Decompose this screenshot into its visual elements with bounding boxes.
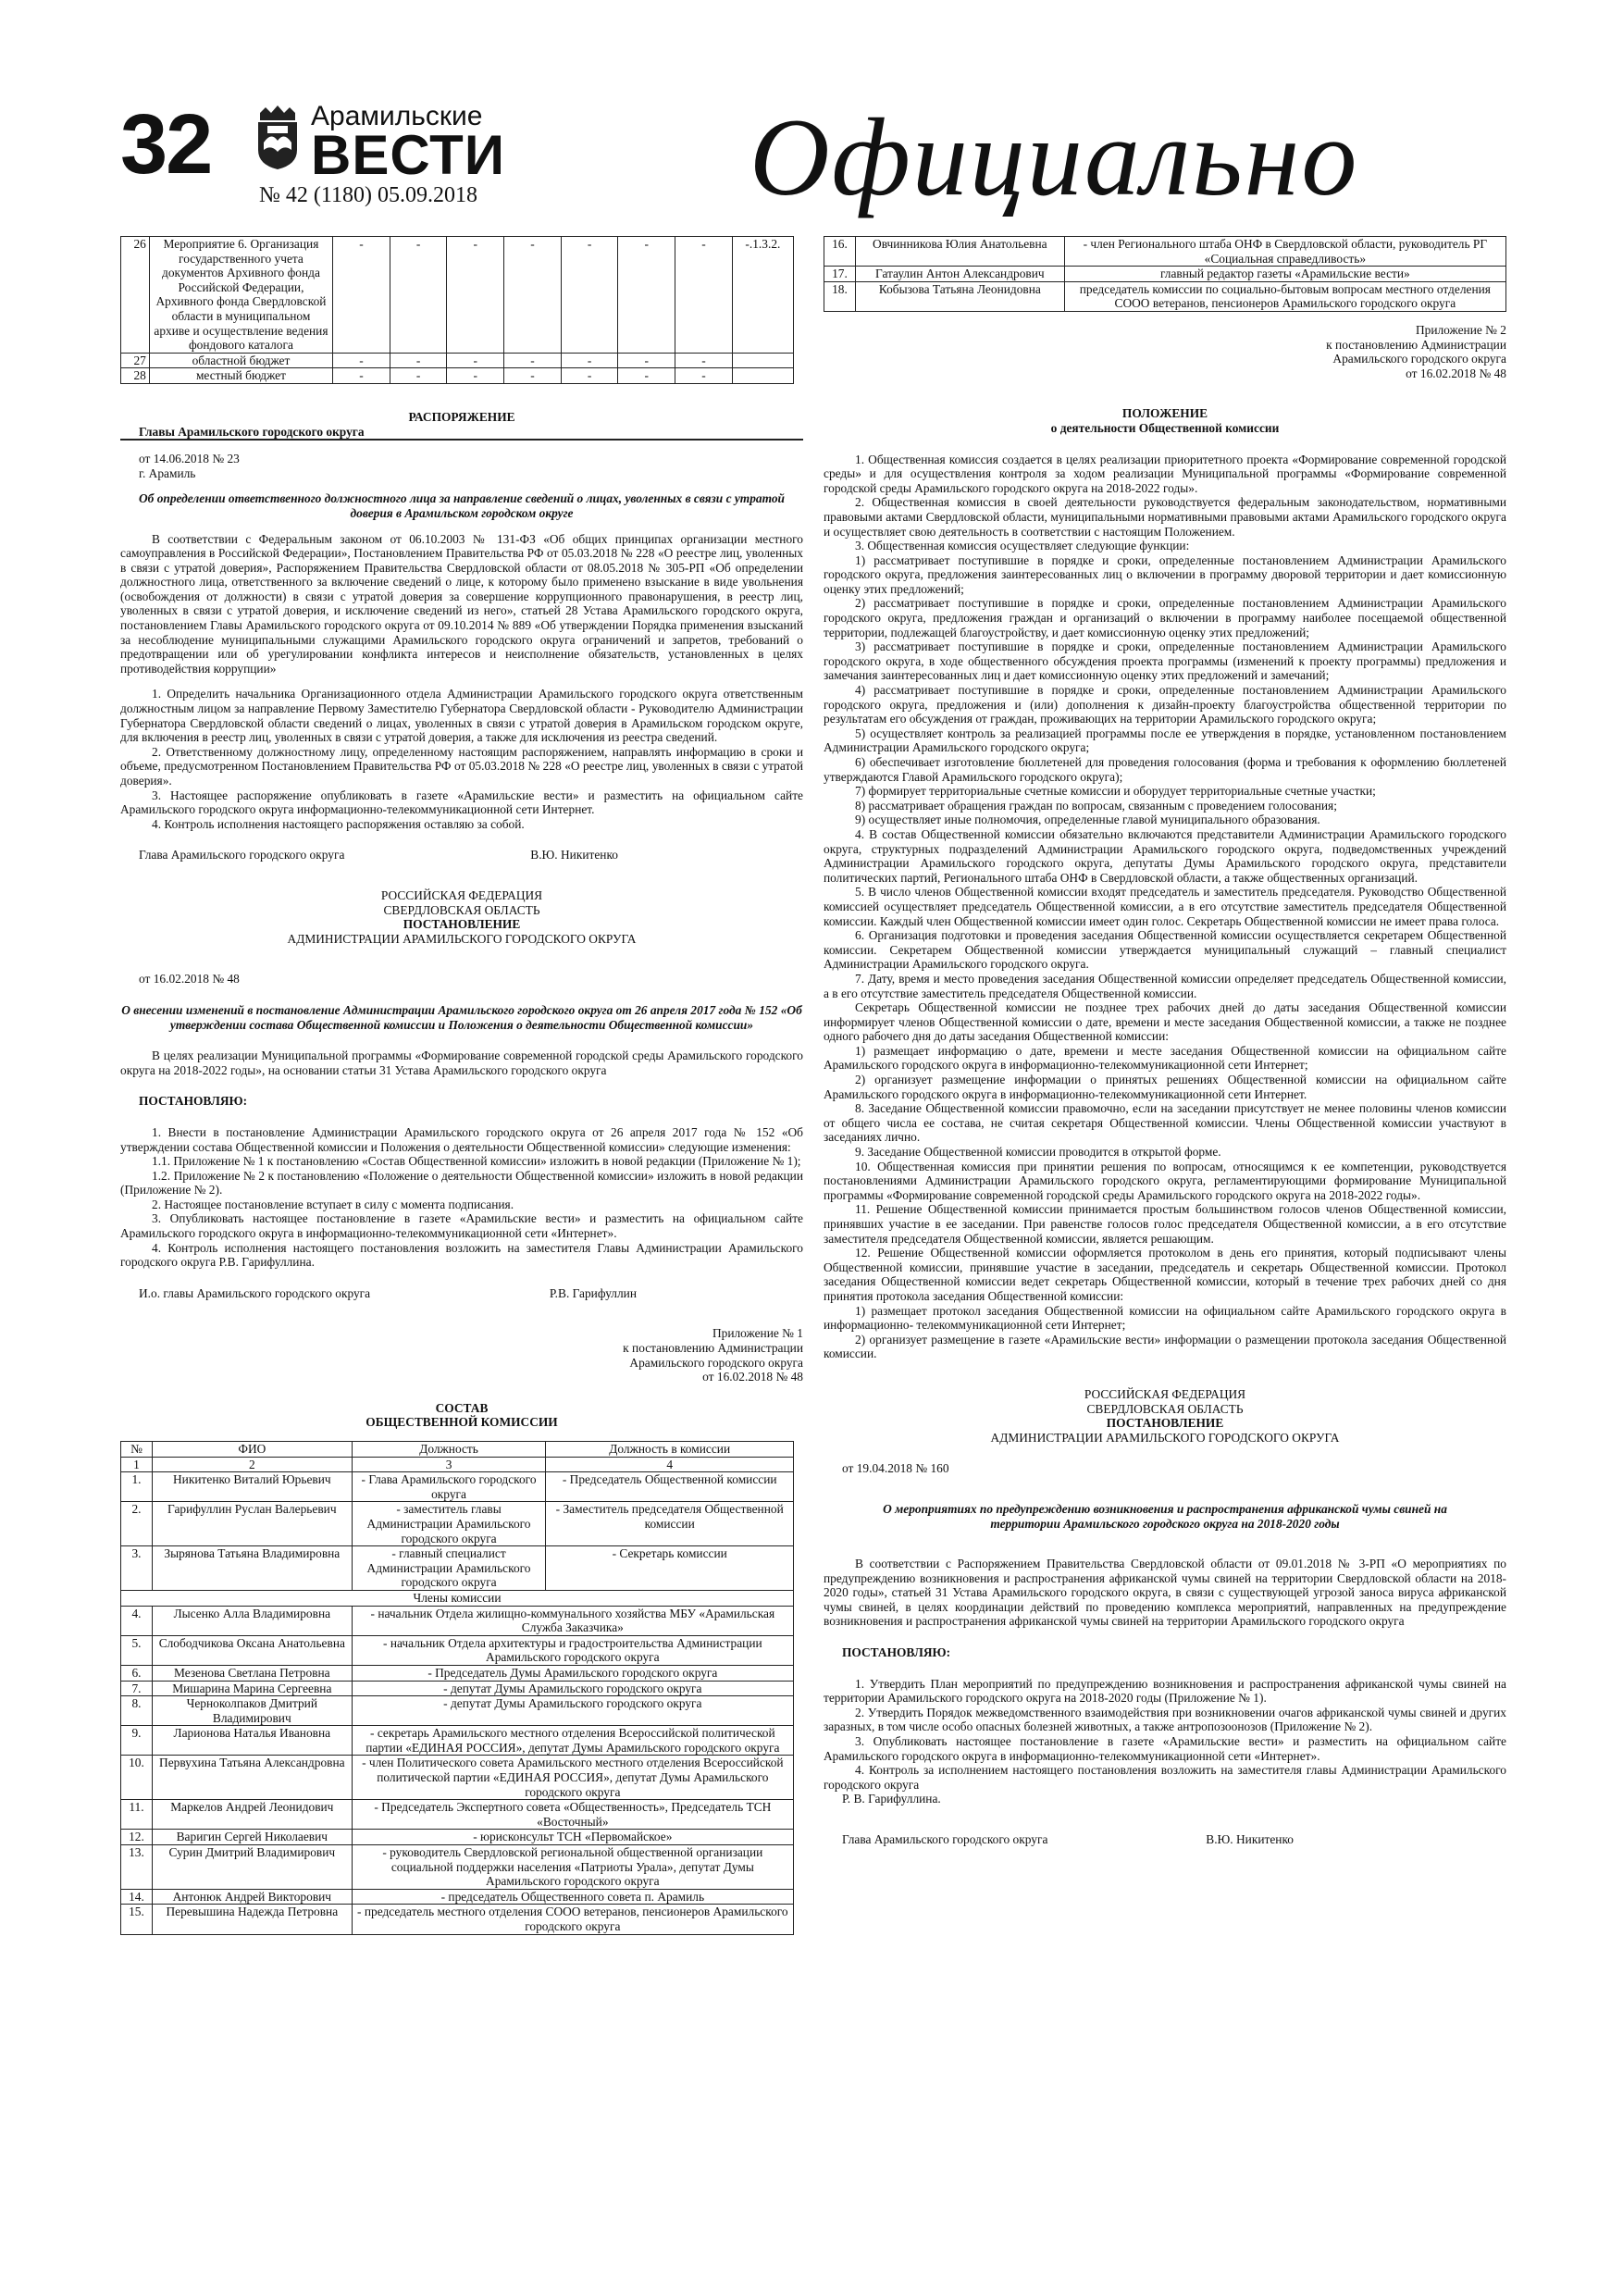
regulation-paragraph: 12. Решение Общественной комиссии оформляется протоколом в день его принятия, который подписывают члены Общественной комиссии, принявшие участие в заседании, председатель и секретарь Общественной комиссии. Протокол заседания Общественной комиссии ведет секретарь Общественной комиссии, который в течение трех рабочих дней со дня принятия протокола заседания Общественной комиссии: [824, 1246, 1506, 1303]
order-heading: Об определении ответственного должностного лица за направление сведений о лицах, уволенных в связи с утратой доверия в Арамильском городском округе [139, 491, 785, 520]
decree1-heading: О внесении изменений в постановление Администрации Арамильского городского округа от 26 апреля 2017 года № 152 «Об утверждении состава Общественной комиссии и Положения о деятельности Общественной комиссии» [121, 1002, 802, 1032]
table-row: 1. Никитенко Виталий Юрьевич - Глава Арамильского городского округа - Председатель Общественной комиссии [121, 1472, 794, 1502]
order-item: 3. Настоящее распоряжение опубликовать в газете «Арамильские вести» и разместить на официальном сайте Арамильского городского округа информационно-телекоммуникационной сети Интернет. [120, 788, 803, 817]
order-date: от 14.06.2018 № 23 [139, 452, 240, 466]
decree2-heading: О мероприятиях по предупреждению возникновения и распространения африканской чумы свиней на территории Арамильского городского округа на 2018-2020 годы [883, 1501, 1447, 1531]
decree1-type: ПОСТАНОВЛЕНИЕ [403, 917, 521, 932]
decree2-type: ПОСТАНОВЛЕНИЕ [1106, 1416, 1224, 1431]
brand-top: Арамильские [311, 101, 483, 131]
decree1-region: СВЕРДЛОВСКАЯ ОБЛАСТЬ [383, 902, 540, 917]
regulation-paragraph: 2) рассматривает поступившие в порядке и сроки, определенные постановлением Администрации Арамильского городского округа, предложения граждан и организаций о включении в программу наиболее посещаемой общественной территории, подлежащей благоустройству, и дает комиссионную оценку этих предложений; [824, 596, 1506, 639]
decree1-resolve: ПОСТАНОВЛЯЮ: [139, 1094, 248, 1109]
regulation-paragraph: 6) обеспечивает изготовление бюллетеней для проведения голосования (форма и требования к оформлению бюллетеней утверждаются Главой Арамильского городского округа); [824, 755, 1506, 784]
decree2-item: 1. Утвердить План мероприятий по предупреждению возникновения и распространения африканской чумы свиней на территории Арамильского городского округа на 2018-2020 годы (Приложение № 1). [824, 1676, 1506, 1706]
order-signature: Глава Арамильского городского округа В.Ю. Никитенко [139, 848, 618, 863]
decree2-item: Р. В. Гарифуллина. [842, 1792, 941, 1806]
table-row: 15. Перевышина Надежда Петровна - председатель местного отделения СООО ветеранов, пенсионеров Арамильского городского округа [121, 1905, 794, 1934]
regulation-paragraph: 2) организует размещение в газете «Арамильские вести» информации о размещении протокола заседания Общественной комиссии. [824, 1332, 1506, 1361]
table-row: 16. Овчинникова Юлия Анатольевна - член Регионального штаба ОНФ в Свердловской области, руководитель РГ «Социальная справедливость» [824, 237, 1506, 267]
regulation-paragraph: 7) формирует территориальные счетные комиссии и оборудует территориальные счетные участки; [855, 784, 1376, 799]
table-row: 9. Ларионова Наталья Ивановна - секретарь Арамильского местного отделения Всероссийской политической партии «ЕДИНАЯ РОССИЯ», депутат Думы Арамильского городского округа [121, 1726, 794, 1756]
regulation-body [824, 453, 1506, 1361]
table-row: 6. Мезенова Светлана Петровна - Председатель Думы Арамильского городского округа [121, 1665, 794, 1681]
regulation-paragraph: 4) рассматривает поступившие в порядке и сроки, определенные постановлением Администрации Арамильского городского округа, предложения и (или) дополнения к дизайн-проекту благоустройства общественной территории по результатам его обсуждения от граждан, проживающих на территории Арамильского городского округа; [824, 683, 1506, 726]
decree2-preamble: В соответствии с Распоряжением Правительства Свердловской области от 09.01.2018 № 3-РП «О мероприятиях по предупреждению возникновения и распространения африканской чумы свиней на территории Свердловской области на 2018-2020 годы», статьей 31 Устава Арамильского городского округа, в связи с существующей угрозой заноса вируса африканской чумы свиней, в целях координации действий по проведению комплекса мероприятий, направленных на предупреждение возникновения и распространения африканской чумы свиней на территории Арамильского городского округа [824, 1557, 1506, 1629]
decree2-date: от 19.04.2018 № 160 [842, 1461, 949, 1476]
table-row: 17. Гатаулин Антон Александрович главный редактор газеты «Арамильские вести» [824, 267, 1506, 282]
decree1-item: 4. Контроль исполнения настоящего постановления возложить на заместителя Главы Администрации Арамильского городского округа Р.В. Гарифуллина. [120, 1240, 803, 1270]
order-item: 1. Определить начальника Организационного отдела Администрации Арамильского городского округа ответственным должностным лицом за направление Первому Заместителю Губернатора Свердловской области - Руководителю Администрации Губернатора Свердловской области сведений о лицах, уволенных в связи с утратой доверия в Арамильском городском округе, для включения в реестр лиц, уволенных в связи с утратой доверия, а также для исключения из реестра сведений. [120, 687, 803, 745]
commission-table [120, 1441, 794, 1935]
order-item: 4. Контроль исполнения настоящего распоряжения оставляю за собой. [152, 816, 525, 831]
order-item: 2. Ответственному должностному лицу, определенному настоящим распоряжением, направлять информацию в сроки и объеме, предусмотренном Постановлением Правительства РФ от 05.03.2018 № 228 «О реестре лиц, уволенных в связи с утратой доверия». [120, 744, 803, 788]
decree2-signature: Глава Арамильского городского округа В.Ю. Никитенко [842, 1832, 1294, 1846]
table-row: 13. Сурин Дмитрий Владимирович - руководитель Свердловской региональной общественной организации социальной поддержки населения «Патриоты Урала», депутат Думы Арамильского городского округа [121, 1845, 794, 1890]
table-row: 10. Первухина Татьяна Александровна - член Политического совета Арамильского местного отделения Всероссийской политической партии «ЕДИНАЯ РОССИЯ», депутат Думы Арамильского городского округа [121, 1756, 794, 1800]
regulation-paragraph: 1) размещает информацию о дате, времени и месте заседания Общественной комиссии на официальном сайте Арамильского городского округа в информационно-телекоммуникационной сети Интернет; [824, 1043, 1506, 1073]
regulation-paragraph: 11. Решение Общественной комиссии принимается простым большинством голосов членов Общественной комиссии, принявших участие в ее заседании. При равенстве голосов голос председателя Общественной комиссии, а в его отсутствие заместителя председателя Общественной комиссии, является решающим. [824, 1202, 1506, 1246]
table-row: 11. Маркелов Андрей Леонидович - Председатель Экспертного совета «Общественность», Председатель ТСН «Восточный» [121, 1800, 794, 1830]
decree2-resolve: ПОСТАНОВЛЯЮ: [842, 1645, 951, 1660]
decree2-country: РОССИЙСКАЯ ФЕДЕРАЦИЯ [1084, 1386, 1246, 1401]
table-row: 5. Слободчикова Оксана Анатольевна - начальник Отдела архитектуры и градостроительства Администрации Арамильского городского округа [121, 1635, 794, 1665]
table-row: 1 2 3 4 [121, 1457, 794, 1472]
regulation-paragraph: 2) организует размещение информации о принятых решениях Общественной комиссии на официальном сайте Арамильского городского округа в информационно-телекоммуникационной сети Интернет. [824, 1073, 1506, 1101]
regulation-paragraph: 10. Общественная комиссия при принятии решения по вопросам, относящимся к ее компетенции, руководствуется постановлениями Администрации Арамильского городского округа, регламентирующими формирование Муниципальной программы «Формирование современной городской среды Арамильского городского округа на 2018-2022 годы». [824, 1159, 1506, 1202]
decree1-item: 2. Настоящее постановление вступает в силу с момента подписания. [152, 1197, 514, 1211]
regulation-paragraph: 5) осуществляет контроль за реализацией программы после ее утверждения в порядке, установленном постановлением Администрации Арамильского городского округа; [824, 726, 1506, 755]
appendix1-reference: Приложение № 1 к постановлению Администрации Арамильского городского округа от 16.02.2018 № 48 [623, 1326, 803, 1384]
right-column [824, 236, 1506, 1847]
brand-main: ВЕСТИ [311, 124, 505, 186]
decree1-item: 1.1. Приложение № 1 к постановлению «Состав Общественной комиссии» изложить в новой редакции (Приложение № 1); [152, 1154, 801, 1169]
order-title: РАСПОРЯЖЕНИЕ [408, 409, 515, 424]
regulation-paragraph: 8. Заседание Общественной комиссии правомочно, если на заседании присутствует не менее половины членов комиссии от общего числа ее состава, не считая секретаря Общественной комиссии. Члены Общественной комиссии участвуют в заседаниях лично. [824, 1101, 1506, 1145]
page-number: 32 [120, 97, 212, 192]
table-row [121, 1590, 794, 1606]
table-row: 18. Кобызова Татьяна Леонидовна председатель комиссии по социально-бытовым вопросам местного отделения СООО ветеранов, пенсионеров Арамильского городского округа [824, 281, 1506, 311]
commission-table-continued [824, 236, 1506, 312]
decree2-item: 3. Опубликовать настоящее постановление в газете «Арамильские вести» и разместить на официальном сайте Арамильского городского округа в информационно-телекоммуникационной сети «Интернет». [824, 1734, 1506, 1763]
regulation-paragraph: 3) рассматривает поступившие в порядке и сроки, определенные постановлением Администрации Арамильского городского округа, в ходе общественного обсуждения проекта программы (изменений к проекту программы) предложения и замечания заинтересованных лиц и дает комиссионную оценку этих предложений и замечаний; [824, 639, 1506, 683]
decree1-item: 1. Внести в постановление Администрации Арамильского городского округа от 26 апреля 2017 года № 152 «Об утверждении состава Общественной комиссии и Положения о деятельности Общественной комиссии» следующие изменения: [120, 1124, 803, 1154]
order-place: г. Арамиль [139, 465, 196, 480]
decree1-signature: И.о. главы Арамильского городского округа Р.В. Гарифуллин [139, 1285, 637, 1300]
table-header-row: № ФИО Должность Должность в комиссии [121, 1442, 794, 1458]
regulation-paragraph: 1. Общественная комиссия создается в целях реализации приоритетного проекта «Формирование современной городской среды» и для осуществления контроля за ходом реализации Муниципальной программы «Формирование современной городской среды Арамильского городского округа на 2018-2022 годы». [824, 452, 1506, 495]
appendix1-title: СОСТАВ [435, 1400, 489, 1415]
masthead [120, 95, 1508, 218]
table-row: 28 местный бюджет - - - - - - - [121, 368, 794, 384]
regulation-paragraph: 6. Организация подготовки и проведения заседания Общественной комиссии осуществляется секретарем Общественной комиссии. Секретарем Общественной комиссии утверждается муниципальный служащий – главный специалист Администрации Арамильского городского округа. [824, 928, 1506, 972]
regulation-paragraph: 1) размещает протокол заседания Общественной комиссии на официальном сайте Арамильского городского округа в информационно- телекоммуникационной сети Интернет; [824, 1303, 1506, 1333]
decree1-item: 1.2. Приложение № 2 к постановлению «Положение о деятельности Общественной комиссии» изложить в новой редакции (Приложение № 2). [120, 1168, 803, 1198]
decree1-authority: АДМИНИСТРАЦИИ АРАМИЛЬСКОГО ГОРОДСКОГО ОКРУГА [287, 931, 637, 946]
decree2-item: 2. Утвердить Порядок межведомственного взаимодействия при возникновении очагов африканской чумы свиней и других заразных, в том числе особо опасных болезней животных, а также антропозоонозов (Приложение № 2). [824, 1705, 1506, 1734]
decree2-authority: АДМИНИСТРАЦИИ АРАМИЛЬСКОГО ГОРОДСКОГО ОКРУГА [990, 1430, 1340, 1445]
regulation-paragraph: 4. В состав Общественной комиссии обязательно включаются представители Администрации Арамильского городского округа, структурных подразделений Администрации Арамильского городского округа, подведомственных учреждений Администрации Арамильского городского округа, депутаты Думы Арамильского городского округа, представители политических партий, Регионального штаба ОНФ в Свердловской области, а также общественных организаций. [824, 826, 1506, 885]
decree1-preamble: В целях реализации Муниципальной программы «Формирование современной городской среды Арамильского городского округа на 2018-2022 годы», на основании статьи 31 Устава Арамильского городского округа [120, 1049, 803, 1077]
section-title: Официально [750, 95, 1359, 218]
regulation-paragraph: 9. Заседание Общественной комиссии проводится в открытой форме. [855, 1145, 1221, 1160]
issue-number: № 42 (1180) 05.09.2018 [259, 183, 477, 207]
order-header [120, 410, 803, 441]
members-label: Члены комиссии [121, 1590, 794, 1606]
decree2-item: 4. Контроль за исполнением настоящего постановления возложить на заместителя главы Администрации Арамильского городского округа [824, 1763, 1506, 1792]
decree1-date: от 16.02.2018 № 48 [139, 972, 240, 987]
appendix1-subtitle: ОБЩЕСТВЕННОЙ КОМИССИИ [365, 1415, 558, 1430]
table-row: 27 областной бюджет - - - - - - - [121, 353, 794, 368]
appendix2-subtitle: о деятельности Общественной комиссии [1050, 420, 1280, 435]
regulation-paragraph: 1) рассматривает поступившие в порядке и сроки, определенные постановлением Администрации Арамильского городского округа, предложения заинтересованных лиц о включении в программу дворовой территории и дает комиссионную оценку этих предложений; [824, 552, 1506, 596]
table-row: 4. Лысенко Алла Владимировна - начальник Отдела жилищно-коммунального хозяйства МБУ «Арамильская Служба Заказчика» [121, 1606, 794, 1635]
table-row: 14. Антонюк Андрей Викторович - председатель Общественного совета п. Арамиль [121, 1889, 794, 1905]
decree2-region: СВЕРДЛОВСКАЯ ОБЛАСТЬ [1086, 1401, 1244, 1416]
decree1-country: РОССИЙСКАЯ ФЕДЕРАЦИЯ [380, 887, 543, 902]
program-table [120, 236, 794, 384]
order-subtitle: Главы Арамильского городского округа [139, 424, 365, 439]
regulation-paragraph: 7. Дату, время и место проведения заседания Общественной комиссии определяет председатель Общественной комиссии, а в его отсутствие заместитель председателя Общественной комиссии. [824, 971, 1506, 1000]
regulation-paragraph: 3. Общественная комиссия осуществляет следующие функции: [855, 539, 1190, 553]
table-row: 8. Черноколпаков Дмитрий Владимирович - депутат Думы Арамильского городского округа [121, 1696, 794, 1726]
regulation-paragraph: 8) рассматривает обращения граждан по вопросам, связанным с проведением голосования; [855, 798, 1337, 813]
table-row: 3. Зырянова Татьяна Владимировна - главный специалист Администрации Арамильского городского округа - Секретарь комиссии [121, 1546, 794, 1591]
regulation-paragraph: 9) осуществляет иные полномочия, определенные главой муниципального образования. [855, 813, 1320, 827]
table-row: 7. Мишарина Марина Сергеевна - депутат Думы Арамильского городского округа [121, 1681, 794, 1696]
left-column [120, 236, 803, 1935]
table-row: 12. Варигин Сергей Николаевич - юрисконсульт ТСН «Первомайское» [121, 1830, 794, 1845]
table-row: 26 Мероприятие 6. Организация государственного учета документов Архивного фонда Российской Федерации, Архивного фонда Свердловской области в муниципальном архиве и осуществление ведения фондового каталога - - - - - - - -.1.3.2. [121, 237, 794, 354]
regulation-paragraph: 5. В число членов Общественной комиссии входят председатель и заместитель председателя. Руководство Общественной комиссией осуществляет председатель Общественной комиссии, а в его отсутствие заместитель председателя Общественной комиссии. Каждый член Общественной комиссии имеет один голос. Секретарь Общественной комиссии не имеет права голоса. [824, 885, 1506, 928]
regulation-paragraph: Секретарь Общественной комиссии не позднее трех рабочих дней до даты заседания Общественной комиссии информирует членов Общественной комиссии о дате, времени и месте заседания Общественной комиссии, а также не позднее одного рабочего дня до даты заседания Общественной комиссии: [824, 1000, 1506, 1044]
order-preamble: В соответствии с Федеральным законом от 06.10.2003 № 131-ФЗ «Об общих принципах организации местного самоуправления в Российской Федерации», Постановлением Правительства РФ от 05.03.2018 № 228 «О реестре лиц, уволенных в связи с утратой доверия», Распоряжением Правительства Свердловской области от 08.05.2018 № 305-РП «Об определении должностного лица, ответственного за включение сведений о лице, к которому было применено взыскание в виде увольнения (освобождения от должности) в связи с утратой доверия за совершение коррупционного правонарушения, в реестр лиц, уволенных в связи с утратой доверия, и исключение сведений из него», статьей 28 Устава Арамильского городского округа, постановлением Главы Арамильского городского округа от 09.10.2014 № 889 «Об утверждении Порядка применения взысканий за несоблюдение муниципальными служащими Арамильского городского округа ограничений и запретов, требований о предотвращении или об урегулировании конфликта интересов и неисполнение обязательств, установленных в целях противодействия коррупции» [120, 531, 803, 676]
appendix2-reference: Приложение № 2 к постановлению Администрации Арамильского городского округа от 16.02.2018 № 48 [1326, 322, 1506, 380]
table-row: 2. Гарифуллин Руслан Валерьевич - заместитель главы Администрации Арамильского городского округа - Заместитель председателя Общественной комиссии [121, 1502, 794, 1546]
decree1-item: 3. Опубликовать настоящее постановление в газете «Арамильские вести» и разместить на официальном сайте Арамильского городского округа в информационно-телекоммуникационной сети «Интернет». [120, 1211, 803, 1241]
town-emblem-icon [254, 104, 301, 170]
regulation-paragraph: 2. Общественная комиссия в своей деятельности руководствуется федеральным законодательством, нормативными правовыми актами Свердловской области, муниципальными нормативными правовыми актами Арамильского городского округа и осуществляет свою деятельность в соответствии с настоящим Положением. [824, 495, 1506, 539]
appendix2-title: ПОЛОЖЕНИЕ [1121, 406, 1208, 421]
